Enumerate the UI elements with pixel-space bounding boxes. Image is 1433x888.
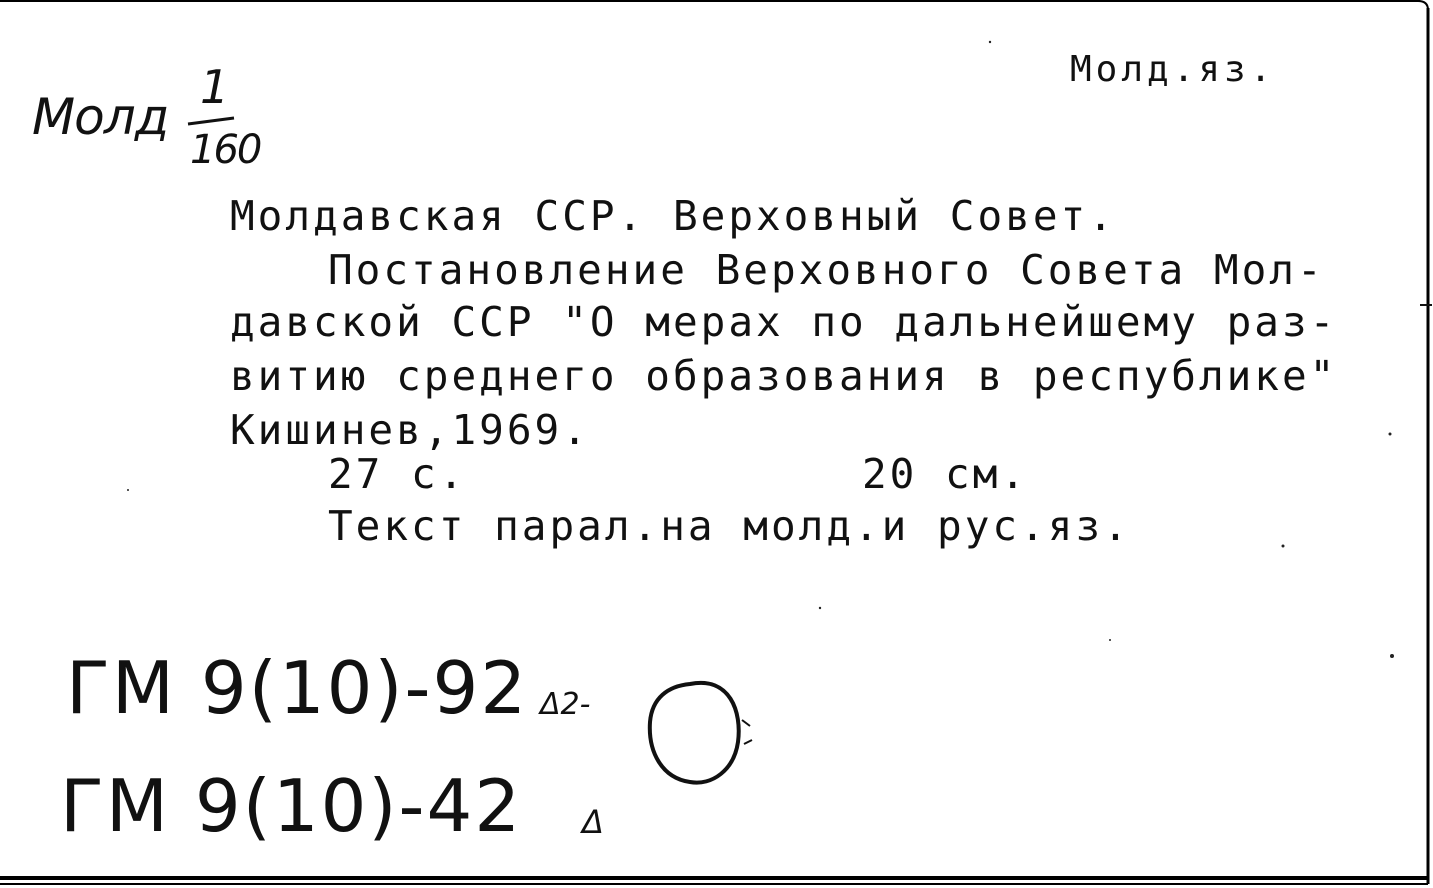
entry-size: 20 см. — [862, 450, 1029, 498]
handwritten-code-2: ГМ 9(10)-42 — [60, 764, 523, 848]
language-tag: Молд.яз. — [1070, 49, 1276, 90]
entry-title-line-2: давской ССР "О мерах по дальнейшему раз- — [230, 298, 1338, 346]
call-number-prefix: Молд — [32, 88, 169, 146]
call-number-numerator: 1 — [200, 60, 230, 114]
entry-imprint: Кишинев,1969. — [230, 406, 590, 454]
entry-note: Текст парал.на молд.и рус.яз. — [328, 502, 1131, 550]
call-number-denominator: 160 — [190, 127, 261, 173]
handwritten-code-2-mark: Δ — [582, 803, 604, 841]
entry-title-line-1: Постановление Верховного Совета Мол- — [328, 246, 1325, 294]
handwritten-code-1: ГМ 9(10)-92 — [66, 646, 529, 730]
entry-heading: Молдавская ССР. Верховный Совет. — [230, 192, 1116, 240]
entry-title-line-3: витию среднего образования в республике" — [230, 352, 1338, 400]
entry-pages: 27 с. — [328, 450, 467, 498]
handwritten-code-1-mark: Δ2- — [540, 687, 591, 722]
